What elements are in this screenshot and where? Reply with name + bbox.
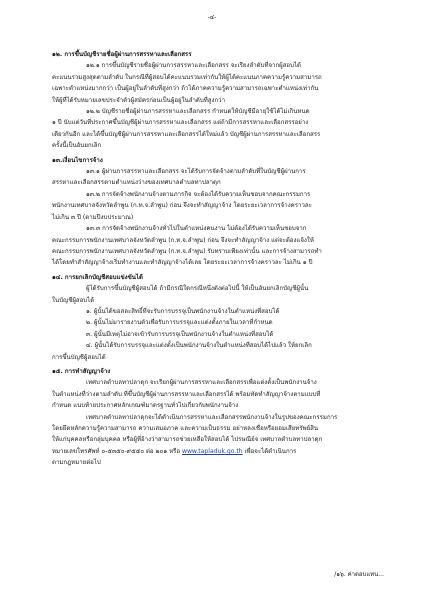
paragraph-line: ตามกฎหมายต่อไป [52, 459, 101, 467]
paragraph-line: ไม่เกิน ๓ ปี (ตามปีงบประมาณ) [52, 213, 134, 221]
paragraph-line: เดียวกันอีก และได้ขึ้นบัญชีผู้ผ่านการสรรหาและเลือกสรรได้ใหม่แล้ว บัญชีผู้ผ่านการสรรหาและเลือกสรร [52, 130, 321, 138]
paragraph-line: โดยยึดหลักความรู้ความสามารถ ความเสมอภาค และความเป็นธรรม อย่าหลงเชื่อหรือยอมเสียทรัพย์สิน [52, 425, 319, 432]
paragraph-line: พนักงานเทศบาลจังหวัดลำพูน (ก.ท.จ.ลำพูน) ก่อน จึงจะทำสัญญาจ้าง โดยระยะเวลาการจ้างคราวละ [52, 202, 312, 210]
section-14-heading: ๑๔. การยกเลิกบัญชีสอบแข่งขันได้ [52, 273, 143, 281]
contact-line [52, 446, 386, 457]
paragraph: เทศบาลตำบลทาปลาดุกจะได้ดำเนินการสรรหาและเลือกสรรพนักงานจ้างในรูปของคณะกรรมการ [86, 413, 338, 421]
paragraph: ผู้ได้รับการขึ้นบัญชีผู้สอบได้ ถ้ามีกรณีใดกรณีหนึ่งดังต่อไปนี้ ให้เป็นอันยกเลิกบัญชีผู้นั้น [86, 285, 309, 293]
paragraph-line: เฉพาะตำแหน่งมากกว่า เป็นผู้อยู่ในลำดับที่สูงกว่า ถ้าได้ภาคความรู้ความสามารถเฉพาะตำแหน่งเท่ากัน [52, 85, 319, 93]
paragraph-line: การขึ้นบัญชีผู้สอบได้ [52, 353, 106, 361]
paragraph: ๑๓.๓ การจัดจ้างพนักงานจ้างทั่วไปในตำแหน่งคนงาน ไม่ต้องได้รับความเห็นชอบจาก [86, 225, 307, 233]
next-page-continuation: /๑๖. ค่าตอบแทน... [334, 571, 384, 578]
paragraph-line: คณะกรรมการพนักงานเทศบาลจังหวัดลำพูน (ก.ท.จ.ลำพูน) ก่อน จึงจะทำสัญญาจ้าง แต่จะต้องแจ้งให้ [52, 236, 314, 244]
list-item: ๑. ผู้นั้นได้ขอสละสิทธิ์ที่จะรับการบรรจุเป็นพนักงานจ้างในตำแหน่งที่สอบได้ [86, 307, 280, 315]
contact-text-end: เพื่อจะได้ดำเนินการ [242, 447, 297, 455]
paragraph: ๑๓.๑ ผู้ผ่านการสรรหาและเลือกสรร จะได้รับการจัดจ้างตามลำดับที่ในบัญชีผู้ผ่านการ [86, 168, 306, 176]
paragraph-line: ในบัญชีผู้สอบได้ [52, 296, 95, 304]
section-15-heading: ๑๕. การทำสัญญาจ้าง [52, 367, 111, 375]
paragraph: ๑๒.๒ บัญชีรายชื่อผู้ผ่านการสรรหาและเลือกสรร กำหนดให้บัญชีมีอายุใช้ได้ไม่เกินหนด [86, 108, 310, 116]
paragraph-line: กำหนด แนบท้ายประกาศหลักเกณฑ์มาตรฐานทั่วไปเกี่ยวกับพนักงานจ้าง [52, 402, 239, 410]
contact-text: หมายเลขโทรศัพท์ ๐-๕๓๕๐-๙๕๕๐ ต่อ ๒๐๑ หรือ [52, 447, 182, 455]
paragraph-line: ให้แก่บุคคลหรือกลุ่มบุคคล หรือผู้ที่อ้างว่าสามารถช่วยเหลือให้สอบได้ ไปรษณีย์จ เทศบาลตำบลทาปลาดุก [52, 436, 323, 444]
document-body [52, 46, 386, 469]
paragraph-line: ครั้งนี้เป็นอันยกเลิก [52, 142, 102, 150]
section-13-heading: ๑๓.เงื่อนไขการจ้าง [52, 156, 103, 164]
list-item: ๓. ผู้นั้นมีเหตุไม่อาจเข้ารับการบรรจุเป็นพนักงานจ้างในตำแหน่งที่สอบได้ [86, 330, 274, 338]
paragraph-line: คะแนนรวมสูงสุดตามลำดับ ในกรณีที่ผู้สอบได้คะแนนรวมเท่ากันให้ผู้ได้คะแนนภาคความรู้ความสามารถ [52, 73, 322, 81]
paragraph: เทศบาลตำบลทาปลาดุก จะเรียกผู้ผ่านการสรรหาและเลือกสรรเพื่อแต่งตั้งเป็นพนักงานจ้าง [86, 379, 317, 387]
section-12-heading: ๑๒. การขึ้นบัญชีรายชื่อผู้ผ่านการสรรหาและเลือกสรร [52, 51, 192, 58]
paragraph: ๑๓.๒ การจัดจ้างพนักงานจ้างตามภารกิจ จะต้องได้รับความเห็นชอบจากคณะกรรมการ [86, 190, 311, 198]
paragraph-line: คณะกรรมการพนักงานเทศบาลจังหวัดลำพูน (ก.ท.จ.ลำพูน) รับทราบเพียงเท่านั้น และการจ้างสามารถทำ [52, 247, 322, 255]
paragraph-line: สรรหาและเลือกสรรตามตำแหน่งว่างของเทศบาลตำบลทาปลาดุก [52, 179, 221, 187]
list-item: ๒. ผู้นั้นไม่มารายงานตัวเพื่อรับการบรรจุและแต่งตั้งภายในเวลาที่กำหนด [86, 319, 273, 327]
paragraph-line: ให้ผู้ที่ได้รับหมายเลขประจำตัวผู้สมัครก่อนเป็นผู้อยู่ในลำดับที่สูงกว่า [52, 96, 225, 104]
paragraph-line: ในตำแหน่งที่ว่างตามลำดับ ที่ขึ้นบัญชีผู้ผ่านการสรรหาและเลือกสรรได้ พร้อมทัดทำสัญญาจ้างตามแบบที่ [52, 390, 321, 398]
paragraph-line: ๑ ปี นับแต่วันที่ประกาศขึ้นบัญชีผู้ผ่านการสรรหาและเลือกสรร แต่ถ้ามีการสรรหาและเลือกสรรอย่าง [52, 119, 309, 127]
paragraph-line: ได้โดยทำสำสัญญาจ้างเริ่มทำงานและทำสัญญาจ้างได้เลย โดยระยะเวลาการจ้างคราวละ ไม่เกิน ๑ ปี [52, 259, 313, 267]
website-link[interactable]: www.tapladuk.go.th [181, 447, 243, 455]
list-item: ๔. ผู้นั้นได้รับการบรรจุและแต่งตั้งเป็นพนักงานจ้างในตำแหน่งที่สอบได้ไปแล้ว ให้ยกเลิก [86, 342, 312, 350]
page-number: -๔- [207, 14, 217, 21]
paragraph: ๑๒.๑ การขึ้นบัญชีรายชื่อผู้ผ่านการสรรหาและเลือกสรร จะเรียงลำดับที่จากผู้สอบได้ [86, 62, 301, 70]
